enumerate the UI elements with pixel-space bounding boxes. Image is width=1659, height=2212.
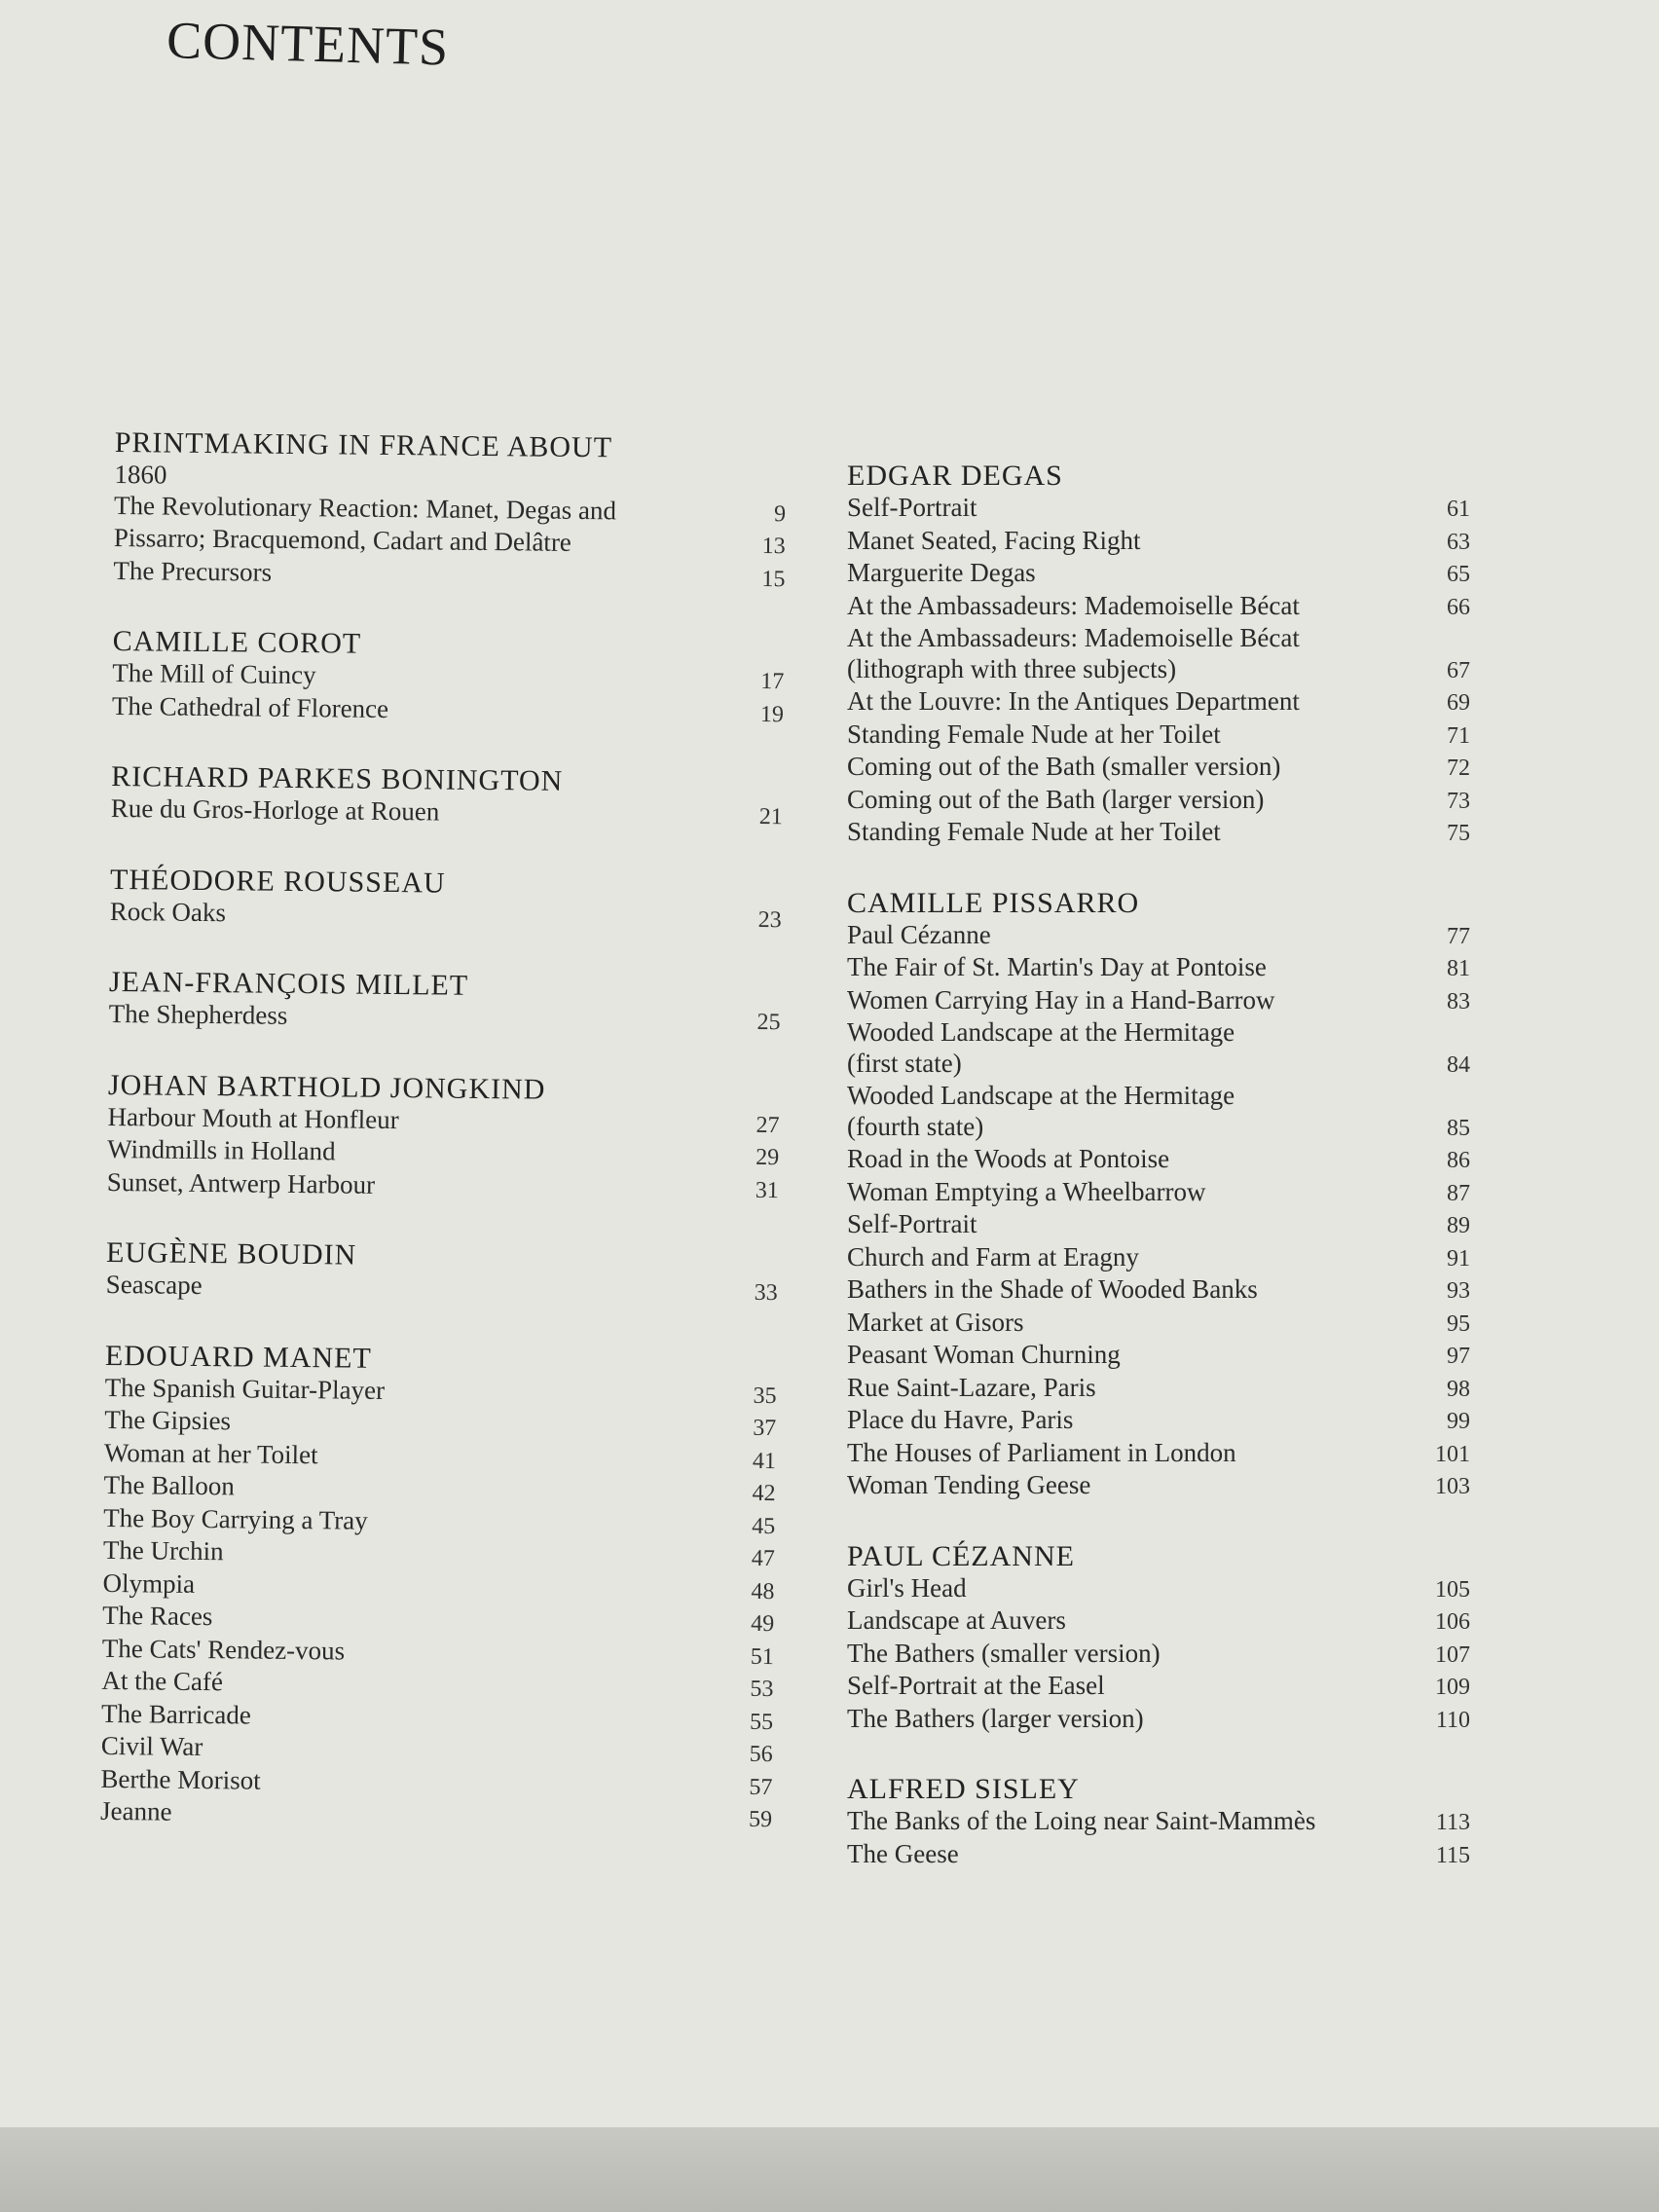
entry-page-number: 21 <box>758 803 783 830</box>
entry-page-number: 23 <box>757 906 782 933</box>
toc-entry <box>847 785 1470 818</box>
toc-entry <box>847 558 1470 591</box>
toc-entry <box>847 1049 1470 1082</box>
entry-title: Sunset, Antwerp Harbour <box>106 1166 376 1199</box>
page-edge-shadow <box>0 2127 1659 2212</box>
toc-section <box>108 966 781 1039</box>
contents-left-column <box>100 426 787 1873</box>
toc-entry <box>847 1470 1470 1503</box>
toc-entry <box>847 920 1470 953</box>
entry-page-number: 67 <box>1447 657 1470 683</box>
toc-entry <box>847 1144 1470 1177</box>
entry-page-number: 69 <box>1447 690 1470 716</box>
entry-page-number: 98 <box>1447 1376 1470 1402</box>
toc-entry <box>113 555 785 595</box>
entry-title: (fourth state) <box>847 1111 984 1141</box>
entry-page-number: 55 <box>749 1709 774 1735</box>
entry-title: Woman Emptying a Wheelbarrow <box>847 1176 1206 1206</box>
entry-page-number: 86 <box>1447 1148 1470 1173</box>
entry-title: Paul Cézanne <box>847 919 991 949</box>
entry-page-number: 113 <box>1435 1810 1470 1835</box>
toc-section <box>847 460 1470 850</box>
section-heading: EDOUARD MANET <box>104 1339 372 1375</box>
entry-page-number: 49 <box>751 1610 775 1638</box>
entry-title: Standing Female Nude at her Toilet <box>847 817 1221 846</box>
toc-entry <box>847 1308 1470 1341</box>
entry-page-number: 106 <box>1435 1609 1470 1635</box>
toc-entry <box>847 1806 1470 1839</box>
entry-title: (lithograph with three subjects) <box>847 653 1177 683</box>
section-heading: THÉODORE ROUSSEAU <box>109 863 446 900</box>
entry-page-number: 107 <box>1435 1641 1470 1668</box>
entry-page-number: 59 <box>748 1806 773 1833</box>
entry-title: Rue Saint-Lazare, Paris <box>847 1372 1096 1402</box>
section-heading: ALFRED SISLEY <box>847 1773 1080 1805</box>
entry-title: Self-Portrait at the Easel <box>847 1671 1105 1700</box>
entry-title: (first state) <box>847 1048 962 1078</box>
entry-title: The Balloon <box>103 1469 236 1501</box>
entry-page-number: 91 <box>1447 1245 1470 1272</box>
entry-title: Rue du Gros-Horloge at Rouen <box>110 793 440 827</box>
toc-entry <box>847 1573 1470 1606</box>
entry-page-number: 42 <box>752 1480 776 1507</box>
entry-title: Church and Farm at Eragny <box>847 1241 1139 1272</box>
entry-page-number: 53 <box>750 1676 774 1703</box>
toc-entry <box>847 1438 1470 1471</box>
toc-entry <box>847 1177 1470 1210</box>
toc-entry <box>111 793 783 833</box>
entry-page-number: 25 <box>756 1009 781 1036</box>
entry-title: Wooded Landscape at the Hermitage <box>847 1081 1235 1110</box>
entry-page-number: 93 <box>1447 1278 1470 1304</box>
entry-title: Jeanne <box>99 1795 172 1826</box>
toc-entry <box>847 1704 1470 1737</box>
toc-entry <box>847 1839 1470 1872</box>
toc-entry <box>847 591 1470 624</box>
toc-entry <box>847 1242 1470 1275</box>
section-heading: PAUL CÉZANNE <box>847 1539 1075 1572</box>
entry-title: The Spanish Guitar-Player <box>104 1372 386 1405</box>
entry-title: Rock Oaks <box>109 896 227 927</box>
toc-section <box>106 1236 779 1309</box>
entry-page-number: 15 <box>761 566 786 592</box>
entry-title: The Houses of Parliament in London <box>847 1437 1236 1467</box>
entry-title: Market at Gisors <box>847 1307 1024 1337</box>
entry-title: The Geese <box>847 1838 959 1868</box>
toc-section <box>847 887 1470 1503</box>
entry-title: Olympia <box>102 1567 196 1599</box>
entry-page-number: 66 <box>1447 594 1470 620</box>
entry-title: The Fair of St. Martin's Day at Pontoise <box>847 952 1267 981</box>
entry-page-number: 41 <box>752 1448 777 1474</box>
entry-title: Woman Tending Geese <box>847 1470 1091 1499</box>
entry-title: Road in the Woods at Pontoise <box>847 1144 1170 1173</box>
toc-entry <box>847 1605 1470 1639</box>
entry-title: Harbour Mouth at Honfleur <box>107 1101 399 1134</box>
toc-entry <box>100 1796 772 1836</box>
entry-title: Women Carrying Hay in a Hand-Barrow <box>847 984 1275 1014</box>
section-heading: EDGAR DEGAS <box>847 460 1063 492</box>
toc-entry <box>847 817 1470 850</box>
entry-title: Seascape <box>105 1269 203 1300</box>
entry-title: The Cathedral of Florence <box>111 690 389 723</box>
toc-section <box>847 1773 1470 1871</box>
toc-section <box>112 625 785 730</box>
toc-entry <box>847 654 1470 687</box>
entry-page-number: 75 <box>1447 821 1470 846</box>
entry-title: At the Ambassadeurs: Mademoiselle Bécat <box>847 590 1300 620</box>
entry-title: Manet Seated, Facing Right <box>847 525 1141 555</box>
toc-section <box>113 426 787 595</box>
toc-entry <box>847 1639 1470 1672</box>
entry-page-number: 56 <box>749 1741 773 1768</box>
toc-entry <box>847 952 1470 985</box>
entry-title: The Banks of the Loing near Saint-Mammès <box>847 1806 1316 1835</box>
entry-page-number: 9 <box>773 500 787 527</box>
toc-entry <box>106 1270 778 1309</box>
entry-page-number: 37 <box>753 1415 777 1442</box>
section-heading: RICHARD PARKES BONINGTON <box>111 759 564 797</box>
entry-title: At the Ambassadeurs: Mademoiselle Bécat <box>847 623 1300 652</box>
entry-page-number: 81 <box>1447 956 1470 981</box>
entry-page-number: 63 <box>1447 529 1470 555</box>
entry-page-number: 87 <box>1447 1180 1470 1206</box>
entry-title: Berthe Morisot <box>100 1763 261 1795</box>
entry-title: At the Café <box>101 1665 224 1697</box>
entry-title: At the Louvre: In the Antiques Department <box>847 686 1300 716</box>
entry-title: Civil War <box>100 1730 203 1762</box>
entry-title: Self-Portrait <box>847 493 977 522</box>
entry-page-number: 57 <box>749 1774 773 1800</box>
entry-page-number: 27 <box>756 1112 780 1138</box>
toc-entry <box>847 1017 1470 1049</box>
toc-section <box>107 1068 780 1206</box>
entry-page-number: 47 <box>751 1545 775 1572</box>
toc-entry <box>112 690 784 730</box>
entry-title: The Revolutionary Reaction: Manet, Degas and <box>113 490 617 525</box>
toc-entry <box>847 752 1470 785</box>
entry-page-number: 103 <box>1435 1474 1470 1499</box>
toc-entry <box>847 686 1470 719</box>
contents-right-column <box>847 460 1470 1908</box>
toc-entry <box>847 1209 1470 1242</box>
entry-page-number: 71 <box>1447 722 1470 749</box>
entry-title: 1860 <box>114 459 167 490</box>
section-heading: EUGÈNE BOUDIN <box>105 1235 357 1272</box>
entry-title: Marguerite Degas <box>847 558 1036 587</box>
entry-title: The Urchin <box>102 1534 224 1567</box>
toc-entry <box>847 1671 1470 1704</box>
entry-page-number: 19 <box>759 701 785 727</box>
section-heading: CAMILLE COROT <box>112 624 362 660</box>
entry-title: The Precursors <box>113 555 273 587</box>
page-title: CONTENTS <box>166 10 450 77</box>
toc-entry <box>108 999 780 1039</box>
entry-title: The Barricade <box>101 1698 251 1730</box>
entry-page-number: 48 <box>751 1578 775 1604</box>
entry-page-number <box>727 490 786 491</box>
entry-title: The Cats' Rendez-vous <box>101 1633 346 1666</box>
toc-entry <box>847 1274 1470 1308</box>
entry-page-number: 17 <box>760 668 785 695</box>
toc-entry <box>847 1373 1470 1406</box>
entry-title: Self-Portrait <box>847 1209 977 1238</box>
entry-page-number: 13 <box>761 533 786 560</box>
entry-title: The Races <box>102 1600 213 1632</box>
toc-entry <box>110 896 782 936</box>
entry-page-number: 89 <box>1447 1213 1470 1238</box>
entry-title: Landscape at Auvers <box>847 1605 1066 1635</box>
entry-page-number: 95 <box>1447 1310 1470 1337</box>
entry-title: Place du Havre, Paris <box>847 1405 1074 1434</box>
entry-title: Windmills in Holland <box>107 1133 336 1166</box>
entry-page-number: 84 <box>1447 1051 1470 1078</box>
entry-page-number: 73 <box>1447 788 1470 814</box>
toc-entry <box>847 493 1470 526</box>
entry-page-number: 51 <box>750 1643 774 1670</box>
entry-title: The Mill of Cuincy <box>112 657 316 690</box>
entry-title: Woman at her Toilet <box>103 1437 318 1469</box>
toc-entry <box>847 1405 1470 1438</box>
entry-title: Coming out of the Bath (larger version) <box>847 784 1265 814</box>
entry-page-number: 109 <box>1435 1675 1470 1700</box>
entry-page-number: 101 <box>1435 1441 1470 1467</box>
entry-title: The Shepherdess <box>108 998 288 1030</box>
entry-page-number: 35 <box>753 1382 777 1409</box>
toc-entry <box>847 1112 1470 1145</box>
entry-page-number: 72 <box>1447 756 1470 781</box>
entry-page-number: 85 <box>1447 1115 1470 1141</box>
entry-title: The Bathers (larger version) <box>847 1703 1144 1733</box>
entry-title: Coming out of the Bath (smaller version) <box>847 752 1281 781</box>
entry-page-number: 83 <box>1447 988 1470 1014</box>
entry-page-number: 45 <box>752 1513 776 1539</box>
entry-title: The Boy Carrying a Tray <box>103 1502 368 1535</box>
entry-title: The Gipsies <box>104 1404 232 1436</box>
section-heading: JEAN-FRANÇOIS MILLET <box>108 965 469 1002</box>
entry-title: Wooded Landscape at the Hermitage <box>847 1017 1235 1047</box>
toc-entry <box>847 719 1470 753</box>
entry-page-number: 29 <box>756 1144 780 1171</box>
section-heading: CAMILLE PISSARRO <box>847 886 1140 919</box>
toc-section <box>847 1540 1470 1737</box>
entry-page-number: 61 <box>1447 497 1470 522</box>
toc-section <box>110 863 783 936</box>
section-heading: JOHAN BARTHOLD JONGKIND <box>107 1068 546 1106</box>
section-heading: PRINTMAKING IN FRANCE ABOUT <box>114 426 613 464</box>
toc-entry <box>847 526 1470 559</box>
entry-title: Girl's Head <box>847 1572 967 1603</box>
entry-page-number: 115 <box>1435 1842 1470 1868</box>
toc-entry <box>847 985 1470 1018</box>
entry-page-number: 31 <box>755 1177 779 1203</box>
toc-section <box>100 1339 777 1835</box>
entry-page-number: 105 <box>1435 1576 1470 1603</box>
entry-page-number: 110 <box>1435 1707 1470 1733</box>
entry-title: Peasant Woman Churning <box>847 1340 1121 1369</box>
entry-page-number: 99 <box>1447 1409 1470 1434</box>
entry-page-number: 97 <box>1447 1344 1470 1369</box>
entry-title: Pissarro; Bracquemond, Cadart and Delâtre <box>113 522 572 557</box>
toc-entry <box>847 1081 1470 1112</box>
entry-page-number: 33 <box>754 1279 778 1307</box>
toc-entry <box>847 1340 1470 1373</box>
toc-entry <box>847 623 1470 654</box>
toc-section <box>111 760 784 833</box>
toc-entry <box>107 1166 779 1206</box>
entry-title: The Bathers (smaller version) <box>847 1638 1161 1668</box>
entry-title: Bathers in the Shade of Wooded Banks <box>847 1274 1258 1304</box>
entry-page-number: 77 <box>1447 923 1470 949</box>
entry-page-number: 65 <box>1447 562 1470 587</box>
entry-title: Standing Female Nude at her Toilet <box>847 719 1221 749</box>
